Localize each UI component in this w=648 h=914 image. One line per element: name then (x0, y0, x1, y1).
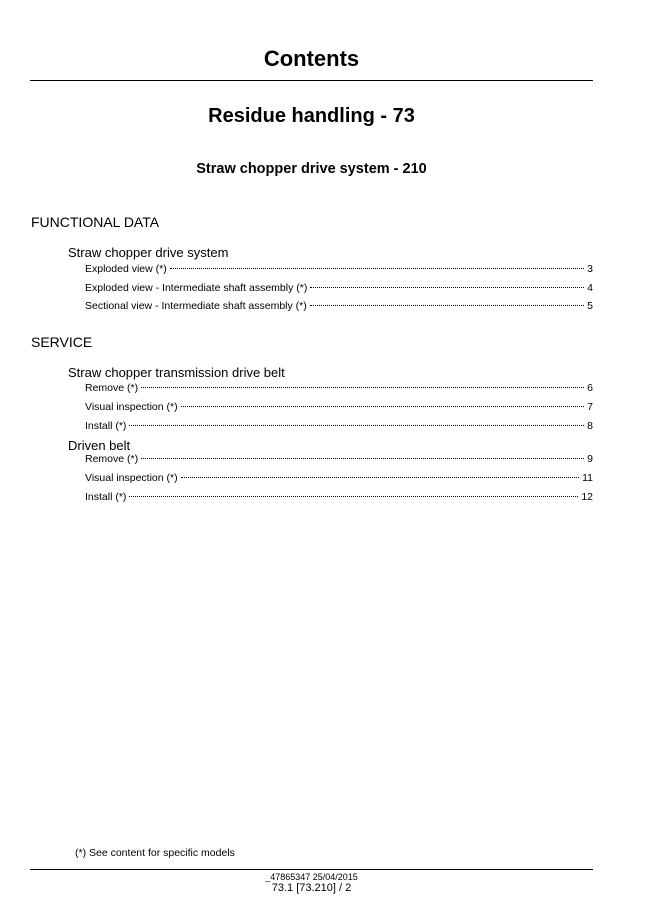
toc-entry-label: Remove (*) (85, 453, 139, 465)
toc-entry[interactable] (85, 382, 593, 395)
toc-entry[interactable] (85, 282, 593, 295)
subsection-title: Straw chopper drive system - 210 (196, 161, 427, 177)
category-service: SERVICE (31, 334, 93, 350)
toc-entry[interactable] (85, 453, 593, 466)
leader-dots (141, 458, 584, 459)
leader-dots (129, 496, 578, 497)
toc-entry[interactable] (85, 491, 593, 504)
leader-dots (310, 305, 584, 306)
footnote: (*) See content for specific models (75, 847, 235, 859)
toc-entry-page: 8 (587, 420, 593, 432)
group-straw-chopper-drive-system: Straw chopper drive system (68, 245, 229, 260)
document-id: _47865347 25/04/2015 (265, 872, 358, 882)
toc-entry-label: Sectional view - Intermediate shaft assembly (*) (85, 300, 307, 312)
toc-entry-page: 6 (587, 382, 593, 394)
leader-dots (310, 287, 584, 288)
group-straw-chopper-transmission-drive-belt: Straw chopper transmission drive belt (68, 365, 285, 380)
toc-entry-label: Exploded view - Intermediate shaft assembly (*) (85, 282, 308, 294)
toc-entry-label: Exploded view (*) (85, 263, 167, 275)
leader-dots (141, 387, 584, 388)
toc-entry-page: 3 (587, 263, 593, 275)
toc-entry-label: Remove (*) (85, 382, 139, 394)
toc-entry-page: 9 (587, 453, 593, 465)
toc-entry-page: 12 (581, 491, 593, 503)
toc-entry[interactable] (85, 472, 593, 485)
section-title: Residue handling - 73 (208, 105, 415, 127)
toc-entry-page: 5 (587, 300, 593, 312)
toc-entry-page: 7 (587, 401, 593, 413)
toc-entry[interactable] (85, 300, 593, 313)
toc-entry-label: Install (*) (85, 420, 127, 432)
toc-entry[interactable] (85, 263, 593, 276)
category-functional-data: FUNCTIONAL DATA (31, 214, 160, 230)
toc-entry-label: Visual inspection (*) (85, 472, 178, 484)
page-title: Contents (263, 46, 360, 71)
leader-dots (181, 406, 585, 407)
toc-entry-page: 4 (587, 282, 593, 294)
toc-entry[interactable] (85, 420, 593, 433)
header-divider (30, 80, 593, 81)
page-reference: 73.1 [73.210] / 2 (271, 882, 352, 894)
toc-entry-page: 11 (582, 472, 593, 484)
leader-dots (129, 425, 584, 426)
footer-divider (30, 869, 593, 870)
toc-entry-label: Visual inspection (*) (85, 401, 178, 413)
toc-entry-label: Install (*) (85, 491, 127, 503)
leader-dots (181, 477, 579, 478)
leader-dots (170, 268, 584, 269)
group-driven-belt: Driven belt (68, 438, 131, 453)
toc-entry[interactable] (85, 401, 593, 414)
